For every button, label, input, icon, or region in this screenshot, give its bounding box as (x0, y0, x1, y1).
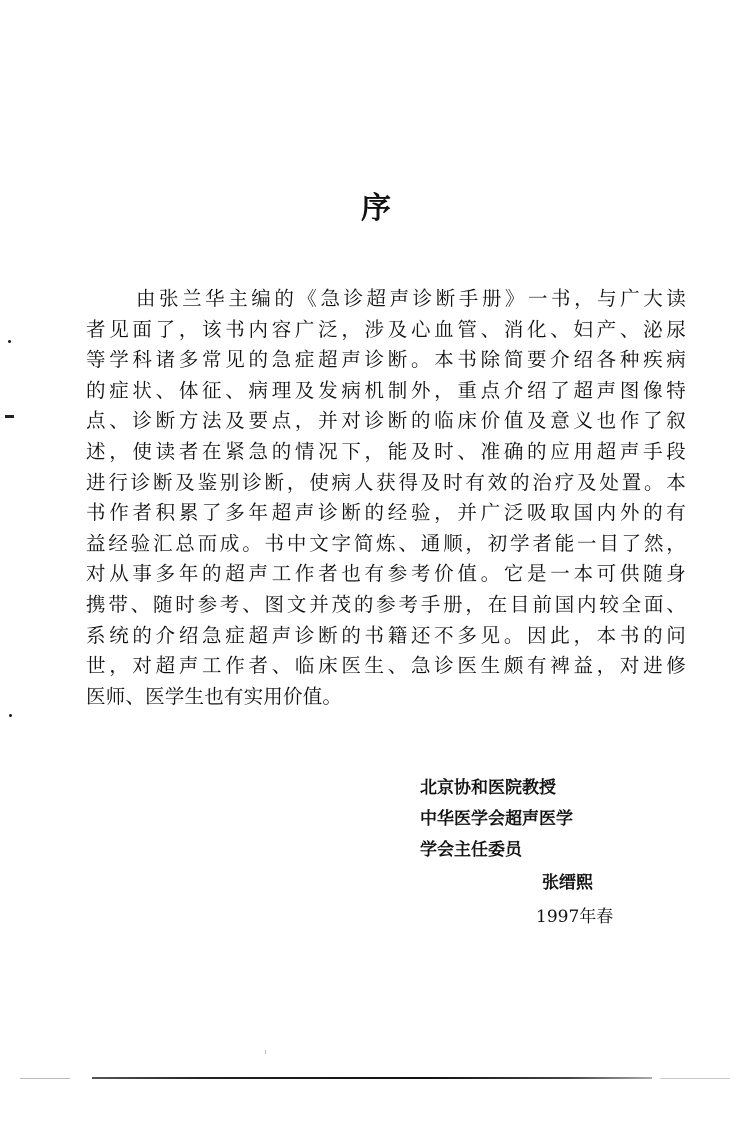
scan-speck (8, 340, 11, 343)
signature-name: 张缙熙 (542, 873, 593, 893)
scan-speck (5, 415, 14, 418)
affiliation-line: 北京协和医院教授 (420, 778, 556, 798)
body-line: 的症状、体征、病理及发病机制外，重点介绍了超声图像特 (86, 378, 686, 402)
signature-date: 1997年春 (536, 907, 614, 927)
body-line: 益经验汇总而成。书中文字简炼、通顺，初学者能一目了然， (86, 531, 686, 555)
scan-speck (660, 1078, 730, 1079)
body-line: 由张兰华主编的《急诊超声诊断手册》一书，与广大读 (136, 287, 686, 310)
bottom-rule (92, 1077, 652, 1079)
body-line: 者见面了，该书内容广泛，涉及心血管、消化、妇产、泌尿 (86, 317, 686, 341)
body-line: 点、诊断方法及要点，并对诊断的临床价值及意义也作了叙 (86, 409, 686, 433)
affiliation-line: 中华医学会超声医学 (420, 809, 573, 829)
body-line: 世，对超声工作者、临床医生、急诊医生颇有裨益，对进修 (86, 654, 686, 678)
preface-body (86, 284, 686, 712)
body-line: 述，使读者在紧急的情况下，能及时、准确的应用超声手段 (86, 439, 686, 463)
body-line: 书作者积累了多年超声诊断的经验，并广泛吸取国内外的有 (86, 501, 686, 525)
body-line: 等学科诸多常见的急症超声诊断。本书除简要介绍各种疾病 (86, 348, 686, 372)
scan-speck (20, 1078, 70, 1079)
signature-affiliation (420, 773, 573, 866)
body-line: 携带、随时参考、图文并茂的参考手册，在目前国内较全面、 (86, 592, 686, 616)
scan-speck (265, 1050, 266, 1054)
page-title: 序 (361, 191, 393, 226)
body-line: 系统的介绍急症超声诊断的书籍还不多见。因此，本书的问 (86, 623, 686, 647)
affiliation-line: 学会主任委员 (420, 840, 522, 860)
scan-speck (9, 714, 12, 717)
body-line: 医师、医学生也有实用价值。 (86, 684, 343, 708)
body-line: 进行诊断及鉴别诊断，使病人获得及时有效的治疗及处置。本 (86, 470, 686, 494)
body-line: 对从事多年的超声工作者也有参考价值。它是一本可供随身 (86, 562, 686, 586)
